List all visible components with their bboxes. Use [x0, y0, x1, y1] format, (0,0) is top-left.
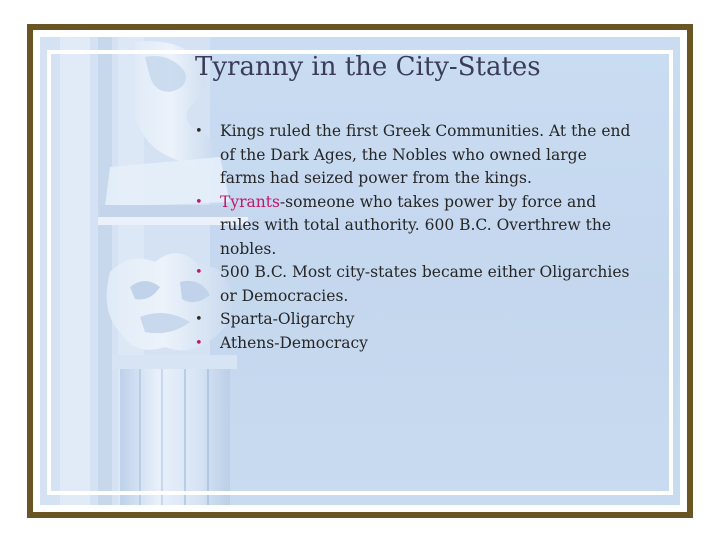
- bullet-item: [195, 120, 635, 191]
- bullet-text: Kings ruled the first Greek Communities. At the end of the Dark Ages, the Nobles who owned large farms had seized power from the kings.: [220, 122, 631, 187]
- bullet-list: [195, 120, 635, 355]
- bullet-dot-icon: •: [195, 335, 203, 351]
- tyrants-term: Tyrants: [220, 192, 280, 211]
- bullet-item: [195, 191, 635, 262]
- bullet-dot-icon: •: [195, 265, 203, 280]
- bullet-item: [195, 308, 635, 332]
- slide-title: Tyranny in the City-States: [195, 52, 541, 82]
- bullet-text: Athens-Democracy: [220, 333, 368, 352]
- bullet-text: -someone who takes power by force and rules with total authority. 600 B.C. Overthrew the nobles.: [220, 192, 612, 258]
- bullet-item: [195, 261, 635, 308]
- bullet-dot-icon: •: [195, 124, 203, 139]
- bullet-text: 500 B.C. Most city-states became either Oligarchies or Democracies.: [220, 263, 630, 305]
- bullet-text: Sparta-Oligarchy: [220, 310, 355, 328]
- bullet-dot-icon: •: [195, 312, 203, 327]
- bullet-item: [195, 332, 635, 356]
- bullet-dot-icon: •: [195, 194, 203, 210]
